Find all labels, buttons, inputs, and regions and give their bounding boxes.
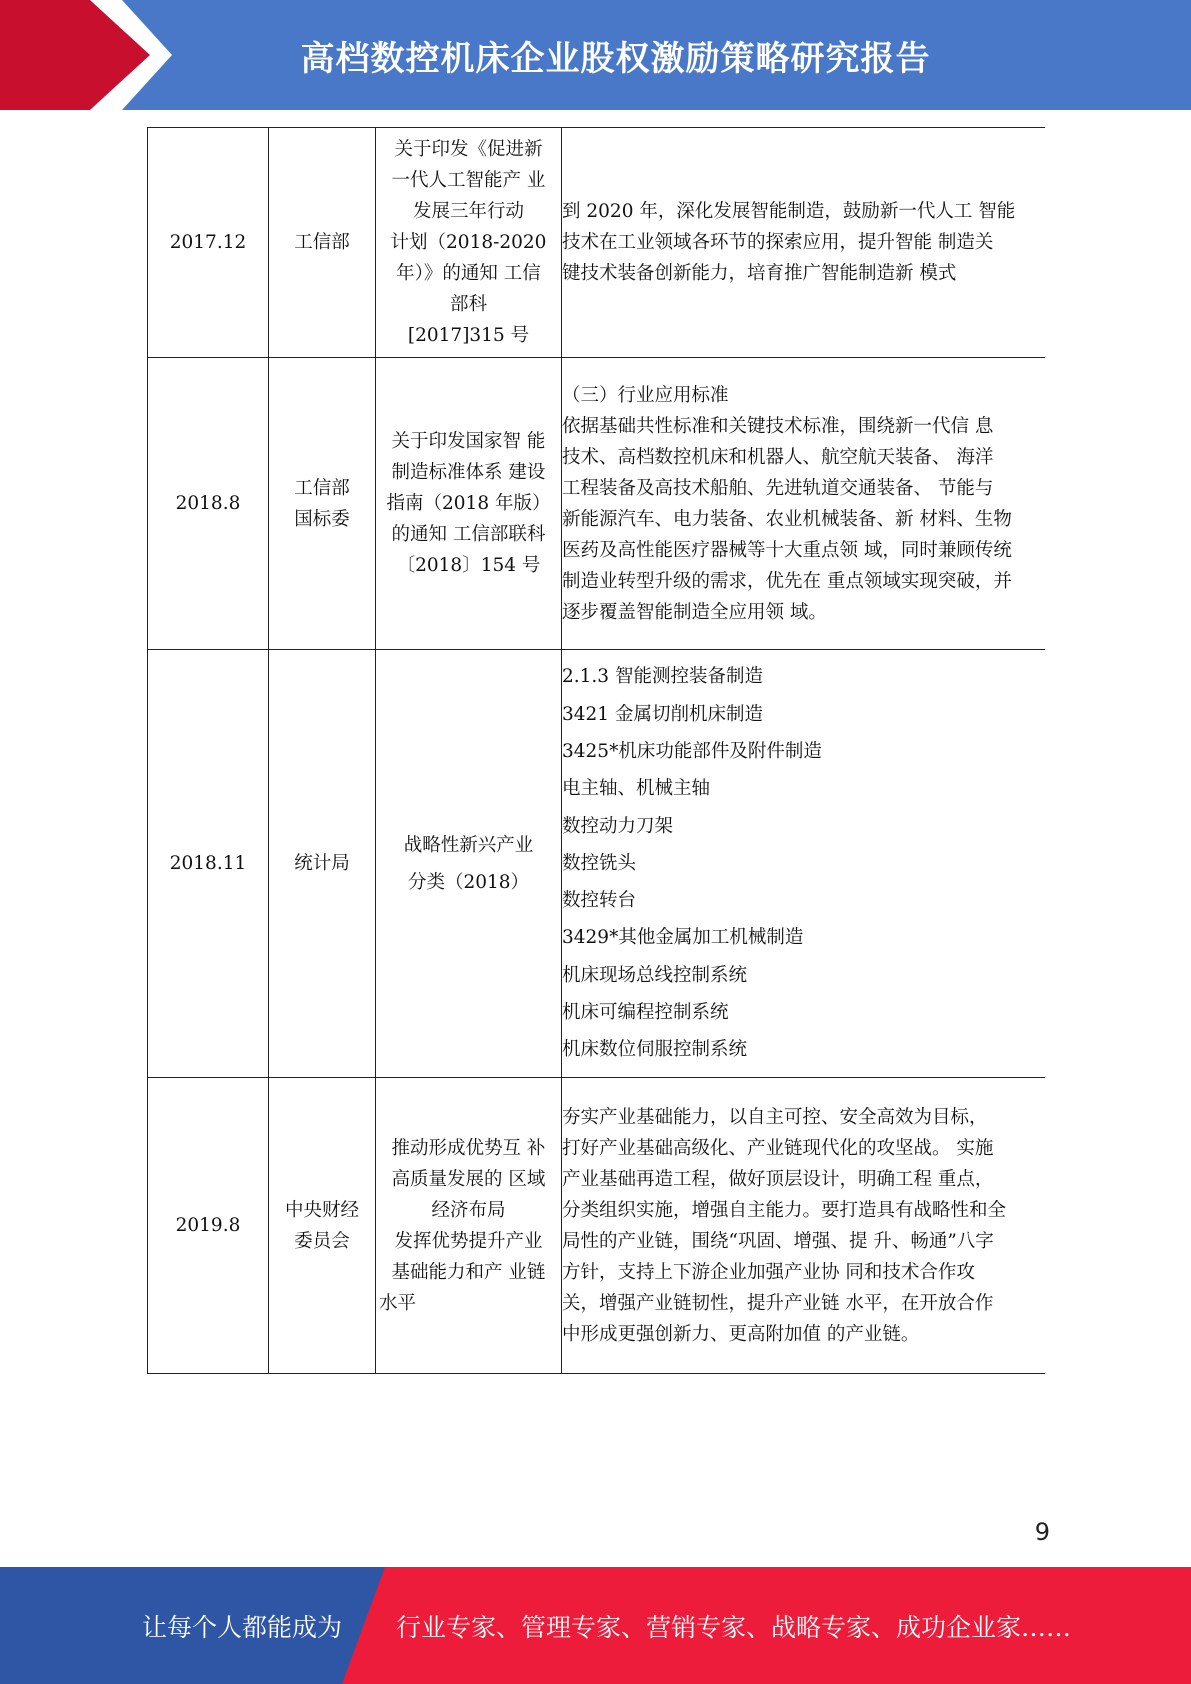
content-line: （三）行业应用标准 xyxy=(562,384,729,406)
content-line: 局性的产业链，围绕“巩固、增强、提 升、畅通”八字 xyxy=(562,1230,994,1252)
policy-name-line: 分类（2018） xyxy=(407,871,530,893)
policy-name-line: 关于印发《促进新 xyxy=(394,139,543,160)
policy-name-line: 发展三年行动 xyxy=(412,201,524,222)
content-line: 方针，支持上下游企业加强产业协 同和技术合作攻 xyxy=(562,1261,975,1283)
department-cell xyxy=(269,650,376,1078)
policy-content-cell xyxy=(562,358,1045,650)
department-line: 中央财经 xyxy=(284,1199,359,1221)
footer-slogan-right: 行业专家、管理专家、营销专家、战略专家、成功企业家…… xyxy=(396,1612,1072,1642)
content-line: 分类组织实施，增强自主能力。要打造具有战略性和全 xyxy=(562,1199,1007,1221)
policy-content-cell xyxy=(562,128,1045,358)
policy-content-cell xyxy=(562,650,1045,1078)
department-line: 统计局 xyxy=(294,853,350,874)
date-cell: 2019.8 xyxy=(148,1078,269,1374)
content-line: 机床现场总线控制系统 xyxy=(562,964,748,986)
policy-name-line: 高质量发展的 区域 xyxy=(391,1168,546,1190)
content-line: 到 2020 年，深化发展智能制造，鼓励新一代人工 智能 xyxy=(562,201,1016,222)
content-line: 机床可编程控制系统 xyxy=(562,1002,729,1024)
content-line: 电主轴、机械主轴 xyxy=(562,778,711,800)
content-line: 技术在工业领域各环节的探索应用，提升智能 制造关 xyxy=(562,232,994,253)
table-row xyxy=(148,650,1045,1078)
content-line: 数控转台 xyxy=(562,890,637,912)
content-line: 键技术装备创新能力，培育推广智能制造新 模式 xyxy=(562,263,957,284)
policy-name-line: 一代人工智能产 业 xyxy=(391,170,546,191)
policy-name-line: [2017]315 号 xyxy=(407,325,530,346)
department-cell xyxy=(269,128,376,358)
date-cell: 2017.12 xyxy=(148,128,269,358)
policy-content-cell xyxy=(562,1078,1045,1374)
content-line: 医药及高性能医疗器械等十大重点领 域，同时兼顾传统 xyxy=(562,539,1012,561)
policy-name-line: 年）》的通知 工信 xyxy=(396,263,541,284)
content-line: 新能源汽车、电力装备、农业机械装备、新 材料、生物 xyxy=(562,508,1012,530)
content-line: 机床数位伺服控制系统 xyxy=(562,1039,748,1061)
footer-slogan-left: 让每个人都能成为 xyxy=(142,1612,343,1642)
date-cell: 2018.11 xyxy=(148,650,269,1078)
content-line: 关，增强产业链韧性，提升产业链 水平，在开放合作 xyxy=(562,1292,994,1314)
content-line: 制造业转型升级的需求，优先在 重点领域实现突破，并 xyxy=(562,570,1012,592)
content-line: 产业基础再造工程，做好顶层设计，明确工程 重点， xyxy=(562,1168,994,1190)
content-line: 数控动力刀架 xyxy=(562,815,674,837)
content-line: 数控铣头 xyxy=(562,852,637,874)
policy-name-line: 发挥优势提升产业 xyxy=(394,1230,543,1252)
table-row xyxy=(148,1078,1045,1374)
policy-name-line: 〔2018〕154 号 xyxy=(396,555,541,576)
report-title: 高档数控机床企业股权激励策略研究报告 xyxy=(300,38,931,79)
table-row xyxy=(148,358,1045,650)
content-line: 技术、高档数控机床和机器人、航空航天装备、 海洋 xyxy=(562,446,994,468)
content-line: 中形成更强创新力、更高附加值 的产业链。 xyxy=(562,1323,920,1345)
policy-name-line: 制造标准体系 建设 xyxy=(391,462,546,483)
content-line: 3425*机床功能部件及附件制造 xyxy=(562,740,822,762)
policy-name-line: 水平 xyxy=(379,1292,417,1314)
content-line: 2.1.3 智能测控装备制造 xyxy=(562,666,763,688)
policy-name-cell xyxy=(376,650,562,1078)
date-cell: 2018.8 xyxy=(148,358,269,650)
policy-name-cell xyxy=(376,358,562,650)
department-line: 委员会 xyxy=(294,1230,350,1252)
content-line: 逐步覆盖智能制造全应用领 域。 xyxy=(562,601,827,623)
content-line: 打好产业基础高级化、产业链现代化的攻坚战。 实施 xyxy=(562,1137,994,1159)
policy-name-line: 推动形成优势互 补 xyxy=(391,1137,546,1159)
policy-table xyxy=(147,127,1045,1374)
department-line: 国标委 xyxy=(294,508,350,530)
page-footer xyxy=(0,1567,1191,1684)
content-line: 夯实产业基础能力，以自主可控、安全高效为目标， xyxy=(562,1106,988,1128)
department-line: 工信部 xyxy=(294,232,350,253)
policy-name-line: 的通知 工信部联科 xyxy=(391,524,546,545)
department-cell xyxy=(269,358,376,650)
content-line: 3429*其他金属加工机械制造 xyxy=(562,927,804,949)
policy-name-line: 经济布局 xyxy=(431,1199,506,1221)
policy-name-cell xyxy=(376,1078,562,1374)
policy-name-cell xyxy=(376,128,562,358)
department-cell xyxy=(269,1078,376,1374)
policy-name-line: 关于印发国家智 能 xyxy=(391,431,546,452)
table-row xyxy=(148,128,1045,358)
policy-name-line: 基础能力和产 业链 xyxy=(391,1261,546,1283)
policy-name-line: 指南（2018 年版） xyxy=(386,493,551,514)
content-line: 工程装备及高技术船舶、先进轨道交通装备、 节能与 xyxy=(562,477,994,499)
policy-name-line: 战略性新兴产业 xyxy=(403,834,534,856)
content-line: 依据基础共性标准和关键技术标准，围绕新一代信 息 xyxy=(562,415,994,437)
policy-name-line: 计划（2018-2020 xyxy=(390,232,547,253)
department-line: 工信部 xyxy=(294,477,350,499)
policy-name-line: 部科 xyxy=(449,294,487,315)
content-line: 3421 金属切削机床制造 xyxy=(562,703,763,725)
page-header xyxy=(0,0,1191,110)
page-number: 9 xyxy=(1034,1518,1050,1546)
